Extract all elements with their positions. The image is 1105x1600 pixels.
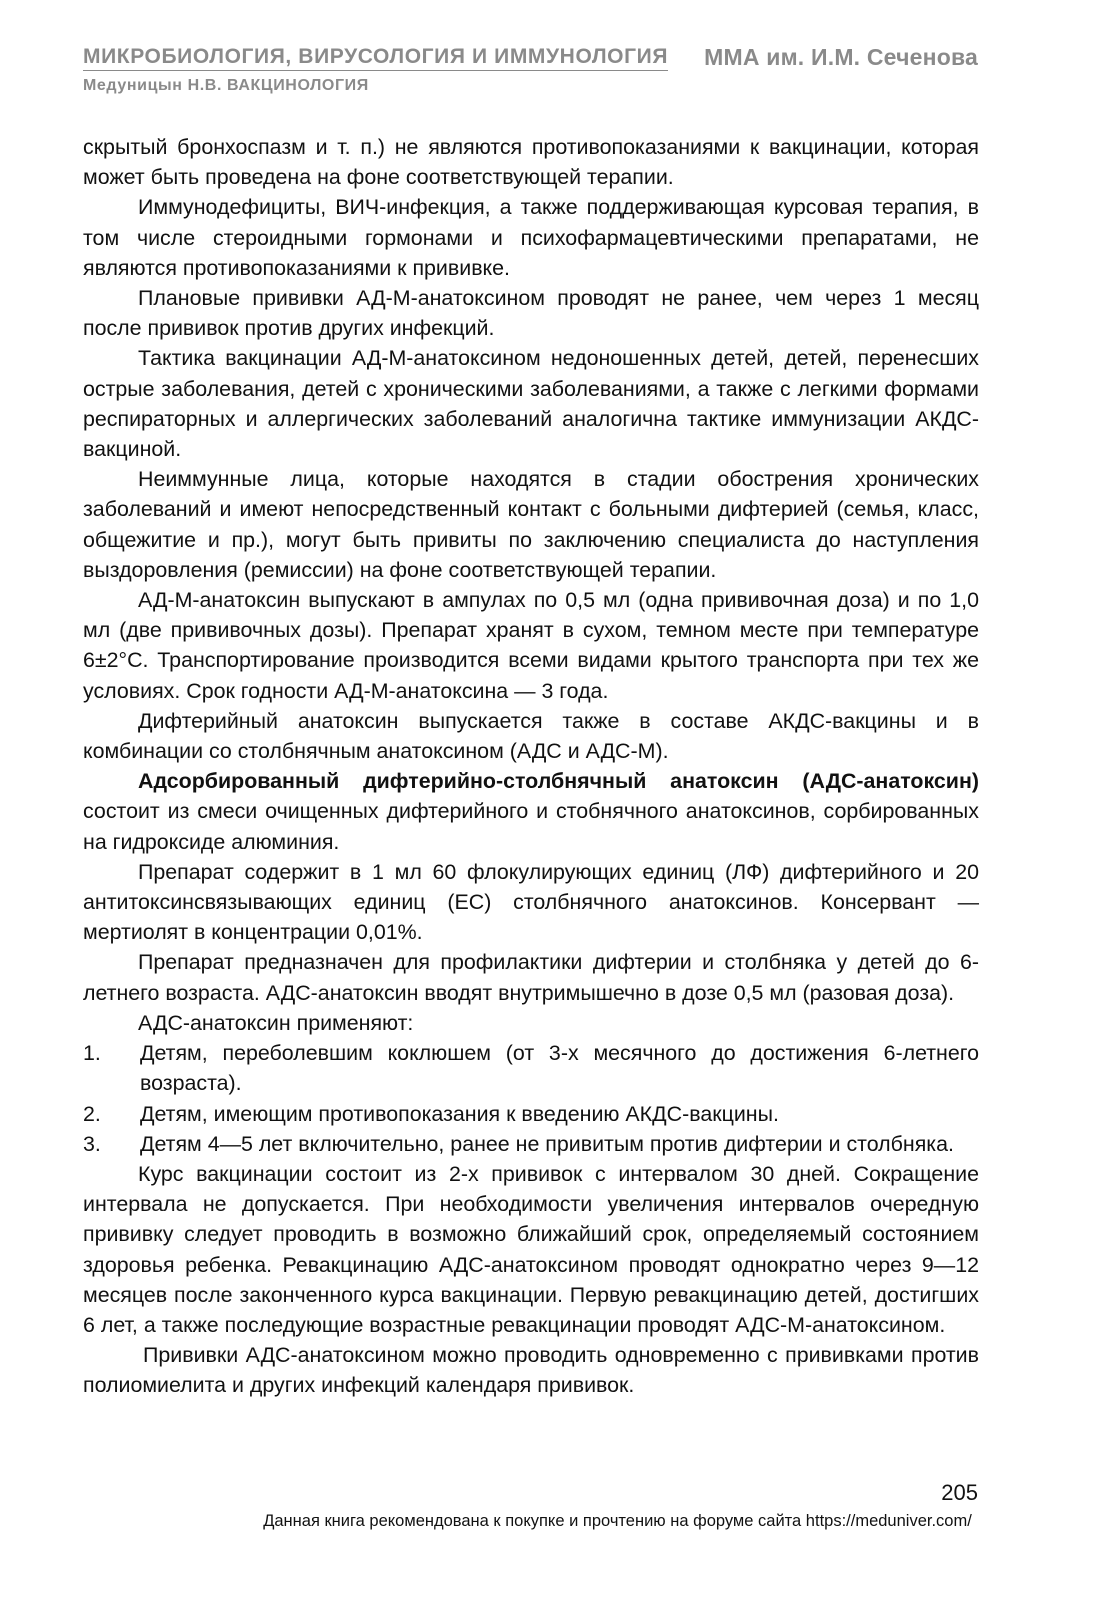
paragraph-10: Препарат предназначен для профилактики дифтерии и столбняка у детей до 6-летнего возраста. АДС-анатоксин вводят внутримышечно в дозе 0,5 мл (разовая доза). xyxy=(83,950,979,1005)
paragraph-7: Дифтерийный анатоксин выпускается также в составе АКДС-вакцины и в комбинации со столбнячным анатоксином (АДС и АДС-М). xyxy=(83,708,979,764)
paragraph-1: скрытый бронхоспазм и т. п.) не являются противопоказаниями к вакцинации, которая может быть проведена на фоне соответствующей терапии. xyxy=(83,135,979,190)
header-subtitle: Медуницын Н.В. ВАКЦИНОЛОГИЯ xyxy=(83,77,369,94)
list-item-number: 3. xyxy=(83,1131,101,1156)
page-number: 205 xyxy=(941,1480,978,1505)
list-item-number: 1. xyxy=(83,1041,101,1066)
page-header xyxy=(83,44,978,95)
paragraph-3: Плановые прививки АД-М-анатоксином проводят не ранее, чем через 1 месяц после прививок против других инфекций. xyxy=(83,286,979,341)
list-item-text: Детям, переболевшим коклюшем (от 3-х месячного до достижения 6-летнего возраста). xyxy=(140,1041,979,1096)
paragraph-6: АД-М-анатоксин выпускают в ампулах по 0,5 мл (одна прививочная доза) и по 1,0 мл (две прививочных дозы). Препарат хранят в сухом, темном месте при температуре 6±2°С. Транспортирование производится всеми видами крытого транспорта при тех же условиях. Срок годности АД-М-анатоксина — 3 года. xyxy=(83,588,979,703)
paragraph-9: Препарат содержит в 1 мл 60 флокулирующих единиц (ЛФ) дифтерийного и 20 антитоксинсвязывающих единиц (ЕС) столбнячного анатоксинов. Консервант — мертиолят в концентрации 0,01%. xyxy=(83,859,979,945)
header-row xyxy=(83,44,978,71)
header-title-right: ММА им. И.М. Сеченова xyxy=(704,44,978,70)
list-item xyxy=(83,1038,979,1098)
header-title-left: МИКРОБИОЛОГИЯ, ВИРУСОЛОГИЯ И ИММУНОЛОГИЯ xyxy=(83,45,668,71)
paragraph-12: Курс вакцинации состоит из 2-х прививок с интервалом 30 дней. Сокращение интервала не допускается. При необходимости увеличения интервалов очередную прививку следует проводить в возможно ближайший срок, определяемый состоянием здоровья ребенка. Ревакцинацию АДС-анатоксином проводят однократно через 9—12 месяцев после законченного курса вакцинации. Первую ревакцинацию детей, достигших 6 лет, а также последующие возрастные ревакцинации проводят АДС-М-анатоксином. xyxy=(83,1161,979,1337)
paragraph-8-term: Адсорбированный дифтерийно-столбнячный анатоксин (АДС-анатоксин) xyxy=(138,769,979,794)
list-item xyxy=(83,1129,979,1159)
list-item-number: 2. xyxy=(83,1101,101,1126)
page-body xyxy=(83,132,979,1401)
paragraph-4: Тактика вакцинации АД-М-анатоксином недоношенных детей, детей, перенесших острые заболевания, детей с хроническими заболеваниями, а также с легкими формами респираторных и аллергических заболеваний аналогична тактике иммунизации АКДС-вакциной. xyxy=(83,346,979,462)
footer-note: Данная книга рекомендована к покупке и прочтению на форуме сайта https://meduniver.com/ xyxy=(263,1512,972,1530)
list-item xyxy=(83,1099,979,1129)
paragraph-5: Неиммунные лица, которые находятся в стадии обострения хронических заболеваний и имеют непосредственный контакт с больными дифтерией (семья, класс, общежитие и пр.), могут быть привиты по заключению специалиста до наступления выздоровления (ремиссии) на фоне соответствующей терапии. xyxy=(83,467,979,582)
paragraph-8 xyxy=(83,766,979,857)
paragraph-2: Иммунодефициты, ВИЧ-инфекция, а также поддерживающая курсовая терапия, в том числе стероидными гормонами и психофармацевтическими препаратами, не являются противопоказаниями к прививке. xyxy=(83,195,979,280)
paragraph-11: АДС-анатоксин применяют: xyxy=(138,1010,414,1035)
paragraph-8-text: состоит из смеси очищенных дифтерийного и стобнячного анатоксинов, сорбированных на гидроксиде алюминия. xyxy=(83,799,979,854)
list-item-text: Детям, имеющим противопоказания к введению АКДС-вакцины. xyxy=(140,1101,779,1126)
paragraph-13: Прививки АДС-анатоксином можно проводить одновременно с прививками против полиомиелита и других инфекций календаря прививок. xyxy=(83,1343,979,1398)
list-item-text: Детям 4—5 лет включительно, ранее не привитым против дифтерии и столбняка. xyxy=(140,1131,954,1156)
